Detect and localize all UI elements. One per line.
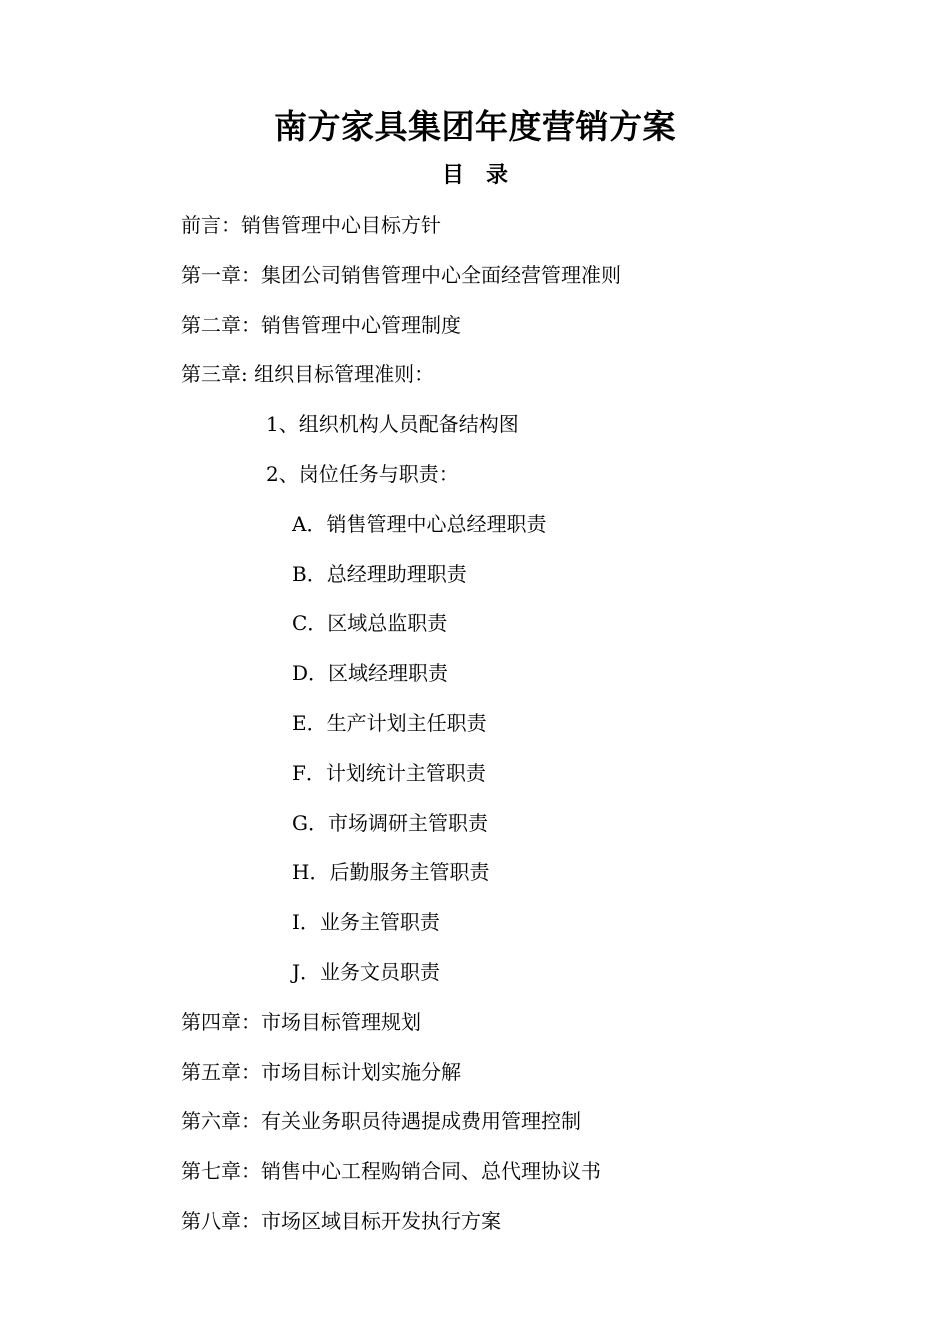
table-of-contents <box>0 207 950 1253</box>
toc-entry-chapter-4: 第四章：市场目标管理规划 <box>181 1009 421 1034</box>
document-title: 南方家具集团年度营销方案 <box>274 107 676 146</box>
toc-entry-item-g: G．市场调研主管职责 <box>292 810 488 835</box>
toc-entry-section-1: 1、组织机构人员配备结构图 <box>266 412 519 437</box>
toc-entry-item-f: F．计划统计主管职责 <box>292 760 486 785</box>
toc-entry-item-a: A．销售管理中心总经理职责 <box>292 511 547 536</box>
toc-entry-chapter-7: 第七章：销售中心工程购销合同、总代理协议书 <box>181 1159 601 1184</box>
toc-entry-chapter-1: 第一章：集团公司销售管理中心全面经营管理准则 <box>181 262 621 287</box>
toc-entry-item-e: E．生产计划主任职责 <box>292 710 487 735</box>
toc-entry-chapter-3: 第三章: 组织目标管理准则： <box>181 362 435 387</box>
toc-entry-chapter-8: 第八章：市场区域目标开发执行方案 <box>181 1208 501 1233</box>
toc-entry-item-d: D．区域经理职责 <box>292 661 449 686</box>
toc-entry-item-h: H．后勤服务主管职责 <box>292 860 490 885</box>
toc-entry-chapter-6: 第六章：有关业务职员待遇提成费用管理控制 <box>181 1109 581 1134</box>
toc-entry-item-c: C．区域总监职责 <box>292 611 448 636</box>
toc-entry-preface: 前言：销售管理中心目标方针 <box>181 213 441 237</box>
toc-entry-chapter-5: 第五章：市场目标计划实施分解 <box>181 1059 461 1084</box>
toc-entry-chapter-2: 第二章：销售管理中心管理制度 <box>181 312 461 337</box>
toc-entry-section-2: 2、岗位任务与职责： <box>266 461 459 486</box>
toc-entry-item-b: B．总经理助理职责 <box>292 561 467 586</box>
toc-entry-item-i: I．业务主管职责 <box>292 910 440 935</box>
toc-heading: 目 录 <box>441 162 508 188</box>
toc-entry-item-j: J．业务文员职责 <box>292 959 441 984</box>
